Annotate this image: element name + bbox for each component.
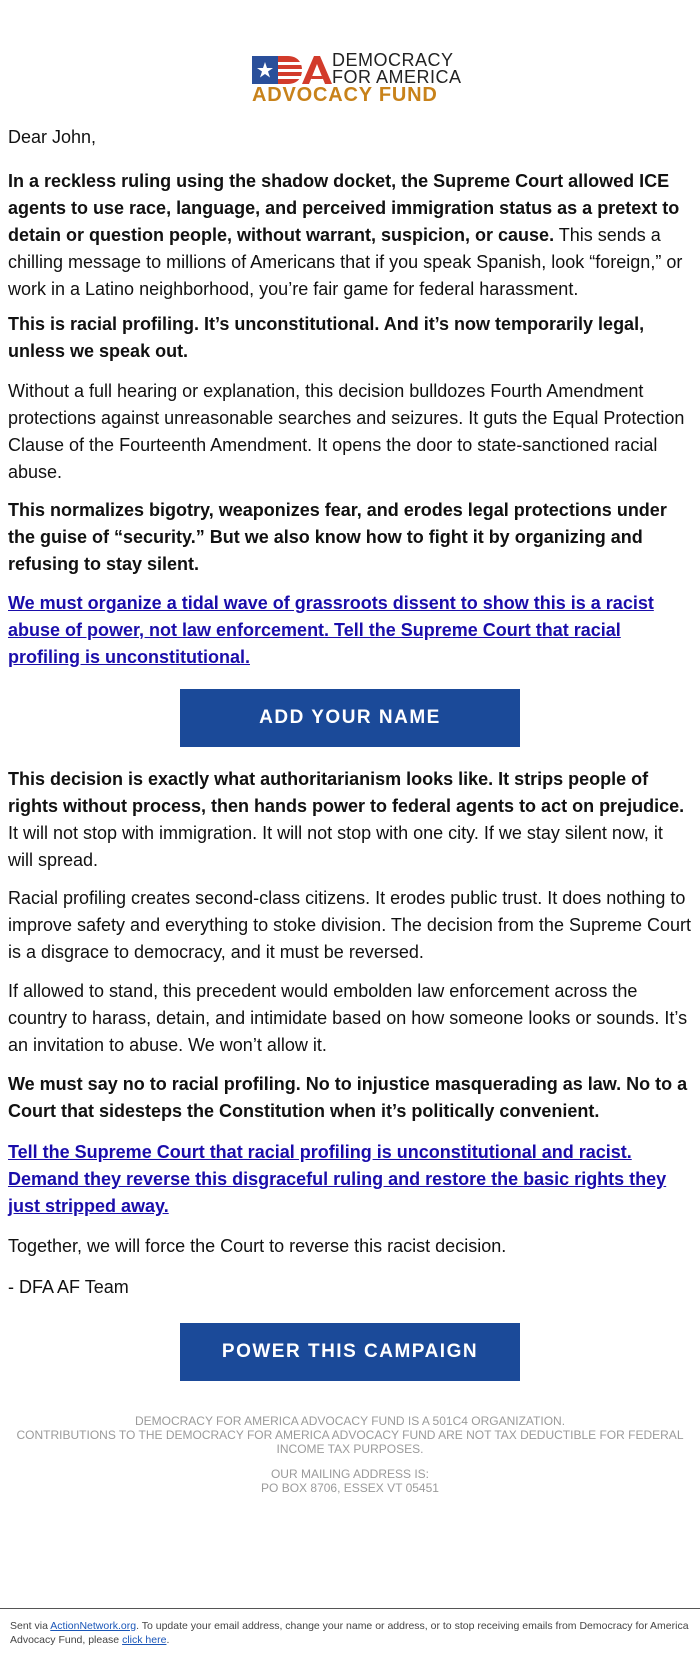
footer-org-line-2: CONTRIBUTIONS TO THE DEMOCRACY FOR AMERICA ADVOCACY FUND ARE NOT TAX DEDUCTIBLE FOR FEDERAL INCOME TAX PURPOSES. — [16, 1428, 684, 1456]
paragraph-9: Together, we will force the Court to reverse this racist decision. — [8, 1236, 507, 1256]
sent-suffix: . — [166, 1634, 170, 1646]
footer-mailing — [0, 1467, 700, 1495]
footer-divider — [0, 1608, 700, 1609]
paragraph-1-normal: This sends a chilling message to millions of Americans that if you speak Spanish, look “foreign,” or work in a Latino neighborhood, you’re fair game for federal harassment. — [8, 225, 683, 299]
sent-middle: . To update your email address, change your name or address, or to stop receiving emails from Democracy for America Advocacy Fund, please — [10, 1620, 689, 1646]
dfa-logo — [252, 50, 462, 106]
footer-mail-address: PO BOX 8706, ESSEX VT 05451 — [261, 1481, 439, 1495]
logo-line-3: ADVOCACY FUND — [252, 84, 438, 106]
add-your-name-button[interactable]: ADD YOUR NAME — [180, 689, 520, 747]
paragraph-4-bold: This normalizes bigotry, weaponizes fear, and erodes legal protections under the guise of “security.” But we also know how to fight it by organizing and refusing to stay silent. — [8, 500, 667, 574]
logo-line-1: DEMOCRACY — [332, 50, 454, 70]
paragraph-5-normal: It will not stop with immigration. It will not stop with one city. If we stay silent now, it will spread. — [8, 823, 663, 870]
signoff: - DFA AF Team — [8, 1277, 129, 1297]
paragraph-5 — [8, 766, 692, 874]
unsubscribe-link[interactable]: click here — [122, 1634, 167, 1646]
paragraph-1 — [8, 168, 692, 303]
power-this-campaign-button[interactable]: POWER THIS CAMPAIGN — [180, 1323, 520, 1381]
paragraph-2-bold: This is racial profiling. It’s unconstitutional. And it’s now temporarily legal, unless we speak out. — [8, 314, 645, 361]
paragraph-6: Racial profiling creates second-class citizens. It erodes public trust. It does nothing to improve safety and everything to stoke division. The decision from the Supreme Court is a disgrace to democracy, and it must be reversed. — [8, 888, 692, 962]
paragraph-2 — [8, 311, 692, 365]
paragraph-5-bold: This decision is exactly what authoritarianism looks like. It strips people of rights without process, then hands power to federal agents to act on prejudice. — [8, 769, 685, 816]
footer-mail-label: OUR MAILING ADDRESS IS: — [270, 1467, 430, 1481]
greeting: Dear John, — [8, 127, 97, 147]
paragraph-7: If allowed to stand, this precedent would embolden law enforcement across the country to harass, detain, and intimidate based on how someone looks or sounds. It’s an invitation to abuse. We won’t allow it. — [8, 981, 688, 1055]
paragraph-1-bold: In a reckless ruling using the shadow docket, the Supreme Court allowed ICE agents to use race, language, and perceived immigration status as a pretext to detain or question people, without warrant, suspicion, or cause. — [8, 171, 680, 245]
actionnetwork-link[interactable]: ActionNetwork.org — [50, 1620, 137, 1632]
sent-via-notice — [10, 1619, 690, 1647]
sent-prefix: Sent via — [10, 1620, 51, 1632]
footer-org-line-1: DEMOCRACY FOR AMERICA ADVOCACY FUND IS A 501C4 ORGANIZATION. — [134, 1414, 566, 1428]
paragraph-3: Without a full hearing or explanation, this decision bulldozes Fourth Amendment protections against unreasonable searches and seizures. It guts the Equal Protection Clause of the Fourteenth Amendment. It opens the door to state-sanctioned racial abuse. — [8, 381, 685, 482]
paragraph-4 — [8, 497, 692, 578]
petition-link-2-paragraph — [8, 1139, 692, 1220]
dfa-flag-logo-icon — [252, 56, 332, 84]
footer-org-info — [0, 1414, 700, 1456]
petition-link-2[interactable]: Tell the Supreme Court that racial profiling is unconstitutional and racist. Demand they reverse this disgraceful ruling and restore the basic rights they just stripped away. — [8, 1142, 667, 1216]
petition-link-1-paragraph — [8, 590, 692, 671]
paragraph-8-bold: We must say no to racial profiling. No to injustice masquerading as law. No to a Court that sidesteps the Constitution when it’s politically convenient. — [8, 1074, 688, 1121]
petition-link-1[interactable]: We must organize a tidal wave of grassroots dissent to show this is a racist abuse of power, not law enforcement. Tell the Supreme Court that racial profiling is unconstitutional. — [8, 593, 654, 667]
logo-line-2: FOR AMERICA — [332, 67, 462, 87]
paragraph-8 — [8, 1071, 692, 1125]
